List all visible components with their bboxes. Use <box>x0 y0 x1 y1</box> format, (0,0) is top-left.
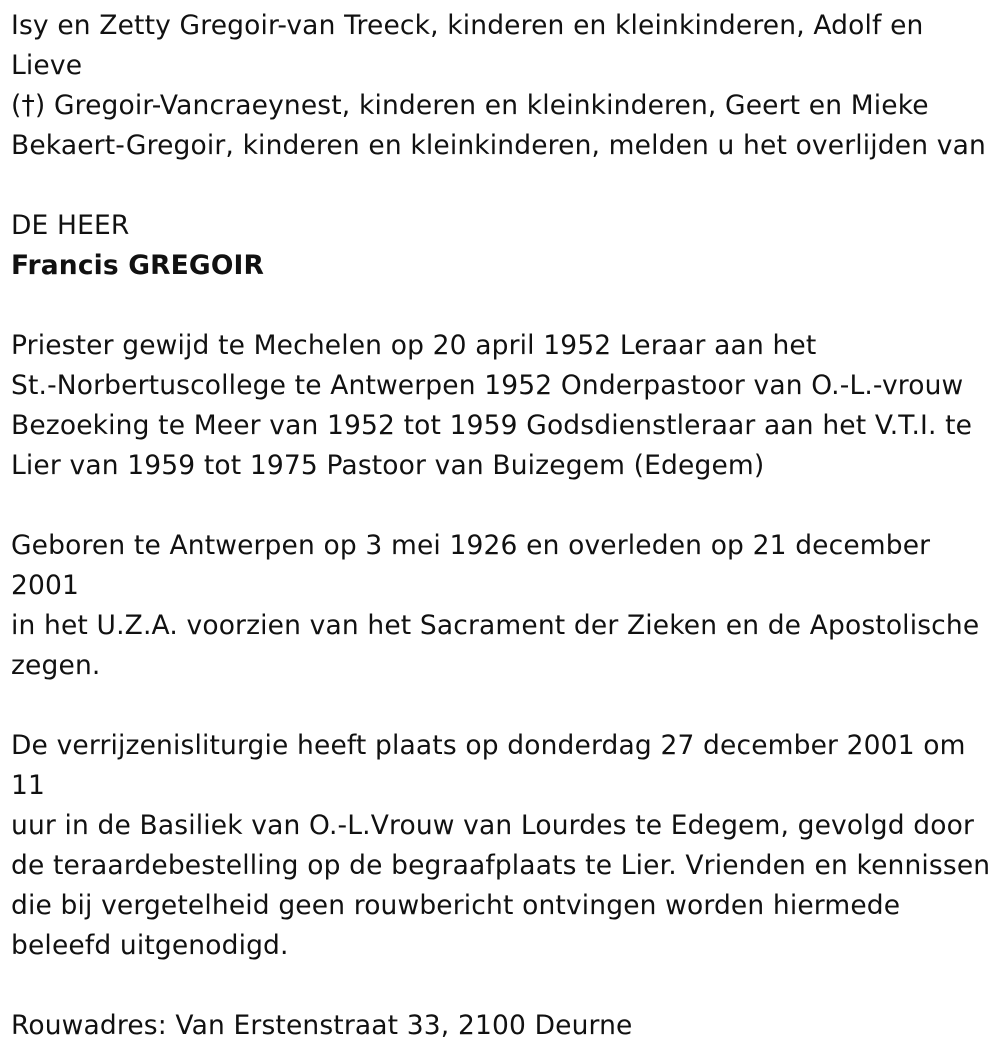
spacer <box>11 286 996 326</box>
spacer <box>11 166 996 206</box>
spacer <box>11 486 996 526</box>
intro-line: Isy en Zetty Gregoir-van Treeck, kinderen en kleinkinderen, Adolf en Lieve <box>11 10 924 81</box>
funeral-line: De verrijzenisliturgie heeft plaats op donderdag 27 december 2001 om 11 <box>11 730 966 801</box>
career-paragraph <box>11 326 996 486</box>
spacer <box>11 686 996 726</box>
funeral-paragraph <box>11 726 996 966</box>
intro-line: (†) Gregoir-Vancraeynest, kinderen en kleinkinderen, Geert en Mieke <box>11 90 929 121</box>
intro-line: Bekaert-Gregoir, kinderen en kleinkinderen, melden u het overlijden van <box>11 130 986 161</box>
honorific: DE HEER <box>11 210 130 241</box>
mourning-address: Rouwadres: Van Erstenstraat 33, 2100 Deurne <box>11 1010 633 1041</box>
deceased-name: Francis GREGOIR <box>11 250 265 281</box>
intro-paragraph <box>11 6 996 166</box>
spacer <box>11 966 996 1006</box>
birth-death-paragraph <box>11 526 996 686</box>
funeral-line: uur in de Basiliek van O.-L.Vrouw van Lourdes te Edegem, gevolgd door <box>11 810 975 841</box>
career-line: Priester gewijd te Mechelen op 20 april 1952 Leraar aan het <box>11 330 817 361</box>
funeral-line: de teraardebestelling op de begraafplaats te Lier. Vrienden en kennissen <box>11 850 991 881</box>
career-line: Bezoeking te Meer van 1952 tot 1959 Godsdienstleraar aan het V.T.I. te <box>11 410 973 441</box>
birth-death-line: in het U.Z.A. voorzien van het Sacrament der Zieken en de Apostolische <box>11 610 980 641</box>
birth-death-line: Geboren te Antwerpen op 3 mei 1926 en overleden op 21 december 2001 <box>11 530 931 601</box>
birth-death-line: zegen. <box>11 650 101 681</box>
career-line: St.-Norbertuscollege te Antwerpen 1952 Onderpastoor van O.-L.-vrouw <box>11 370 964 401</box>
career-line: Lier van 1959 tot 1975 Pastoor van Buizegem (Edegem) <box>11 450 765 481</box>
funeral-line: die bij vergetelheid geen rouwbericht ontvingen worden hiermede <box>11 890 901 921</box>
obituary-document <box>11 6 996 1046</box>
funeral-line: beleefd uitgenodigd. <box>11 930 289 961</box>
